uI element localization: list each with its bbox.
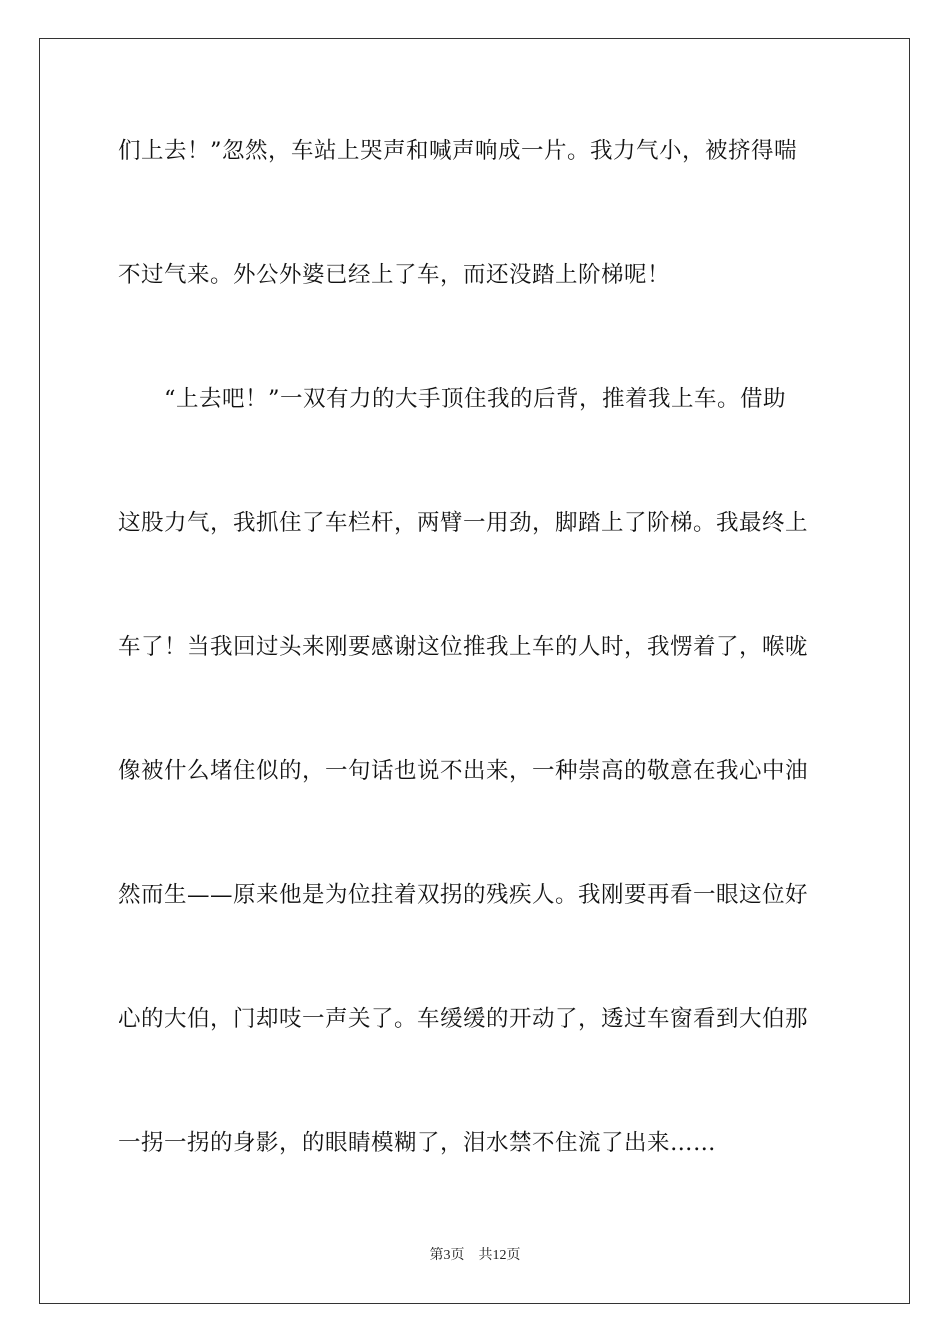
body-line-1: 们上去！”忽然，车站上哭声和喊声响成一片。我力气小，被挤得喘 — [118, 138, 798, 164]
body-line-3-paragraph-start: “上去吧！”一双有力的大手顶住我的后背，推着我上车。借助 — [164, 386, 787, 412]
body-line-8: 心的大伯，门却吱一声关了。车缓缓的开动了，透过车窗看到大伯那 — [118, 1006, 809, 1032]
body-line-6: 像被什么堵住似的，一句话也说不出来，一种崇高的敬意在我心中油 — [118, 758, 809, 784]
body-line-5: 车了！当我回过头来刚要感谢这位推我上车的人时，我愣着了，喉咙 — [118, 634, 809, 660]
body-line-2: 不过气来。外公外婆已经上了车，而还没踏上阶梯呢！ — [118, 262, 671, 288]
body-line-7: 然而生——原来他是为位拄着双拐的残疾人。我刚要再看一眼这位好 — [118, 882, 809, 908]
body-line-4: 这股力气，我抓住了车栏杆，两臂一用劲，脚踏上了阶梯。我最终上 — [118, 510, 809, 536]
page-border — [39, 38, 910, 1304]
page-number-footer: 第3页 共12页 — [429, 1248, 521, 1263]
body-line-9: 一拐一拐的身影，的眼睛模糊了，泪水禁不住流了出来…… — [118, 1130, 717, 1156]
